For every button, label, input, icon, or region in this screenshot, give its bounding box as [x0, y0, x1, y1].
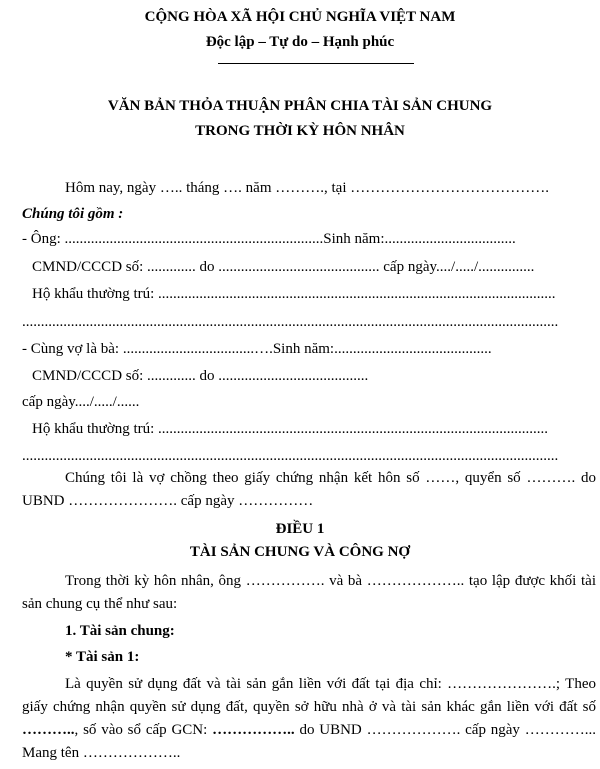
- asset-1-title: * Tài sản 1:: [65, 649, 140, 665]
- wife-residence-continuation: ...............................................................................................................................................: [22, 448, 559, 464]
- parties-label: Chúng tôi gồm :: [22, 206, 124, 222]
- date-place-line: Hôm nay, ngày ….. tháng …. năm ………., tại ………………………………….: [65, 180, 549, 196]
- asset-1-text-part2: , số vào sổ cấp GCN:: [74, 722, 213, 738]
- asset-1-text-part1: Là quyền sử dụng đất và tài sản gắn liền với đất tại địa chỉ: ………………….; Theo giấy chứng nhận quyền sử dụng đất, quyền sở hữu nhà ở và tài sản khác gắn liền với đất số: [22, 676, 596, 715]
- motto-underline: [218, 63, 414, 64]
- husband-residence-continuation: ...............................................................................................................................................: [22, 314, 559, 330]
- husband-residence-line: Hộ khẩu thường trú: ..........................................................................................................: [32, 286, 556, 302]
- nation-heading: CỘNG HÒA XÃ HỘI CHỦ NGHĨA VIỆT NAM: [144, 9, 456, 25]
- document-title-line1: VĂN BẢN THỎA THUẬN PHÂN CHIA TÀI SẢN CHUNG: [107, 98, 493, 114]
- asset-1-book-number: ……………..: [212, 722, 295, 738]
- national-motto: Độc lập – Tự do – Hạnh phúc: [205, 34, 395, 50]
- wife-residence-line: Hộ khẩu thường trú: ........................................................................................................: [32, 421, 549, 437]
- wife-name-line: - Cùng vợ là bà: ...................................….Sinh năm:..........................................: [22, 341, 492, 357]
- marriage-certificate-paragraph: Chúng tôi là vợ chồng theo giấy chứng nhận kết hôn số ……, quyển số ………. do UBND …………………. cấp ngày ……………: [22, 470, 596, 509]
- article-number: ĐIỀU 1: [275, 521, 325, 537]
- asset-1-paragraph: [22, 673, 596, 765]
- wife-issue-date-line: cấp ngày..../...../......: [22, 394, 140, 410]
- asset-1-text-part3: do UBND ………………. cấp ngày …………... Mang tên ………………..: [22, 722, 596, 761]
- husband-name-line: - Ông: .....................................................................Sinh năm:...................................: [22, 231, 516, 247]
- common-assets-section-title: 1. Tài sản chung:: [65, 623, 175, 639]
- document-title-line2: TRONG THỜI KỲ HÔN NHÂN: [195, 123, 405, 139]
- wife-id-line: CMND/CCCD số: ............. do ........................................: [32, 368, 369, 384]
- husband-id-line: CMND/CCCD số: ............. do ........................................... cấp ngày..../...../...............: [32, 259, 535, 275]
- article-intro-paragraph: Trong thời kỳ hôn nhân, ông ……………. và bà ……………….. tạo lập được khối tài sản chung cụ thể như sau:: [22, 573, 596, 612]
- article-heading: TÀI SẢN CHUNG VÀ CÔNG NỢ: [189, 544, 411, 560]
- asset-1-certificate-number: ………..: [22, 722, 75, 738]
